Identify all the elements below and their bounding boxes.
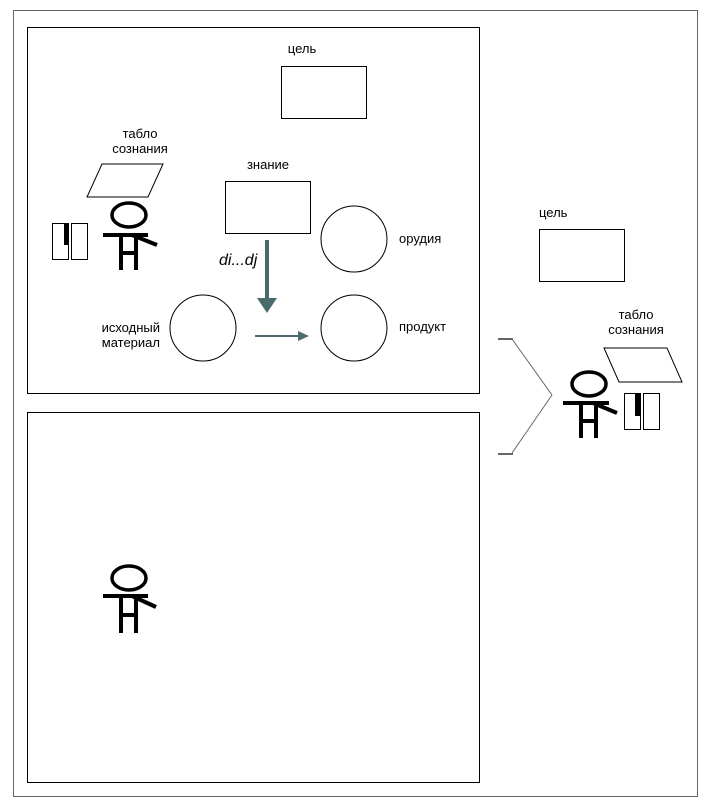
board-label-top	[110, 126, 170, 156]
goal-box-top	[282, 67, 367, 119]
knowledge-label: знание	[246, 157, 290, 172]
goal-label-top: цель	[287, 41, 317, 56]
source-label-line2: материал	[101, 335, 160, 350]
consciousness-board-top	[87, 164, 163, 197]
person-figure-lower	[103, 566, 156, 633]
knowledge-box	[226, 182, 311, 234]
board-label-right	[598, 307, 674, 337]
board-label-right-line2: сознания	[608, 322, 664, 337]
board-label-right-line1: табло	[618, 307, 654, 322]
person-figure-top	[103, 203, 157, 270]
source-material-circle	[170, 295, 236, 361]
tools-label: орудия	[399, 231, 442, 246]
block-indicator-top	[53, 224, 88, 260]
lower-box	[28, 413, 480, 783]
board-label-top-line1: табло	[122, 126, 158, 141]
source-material-label	[78, 320, 160, 350]
transformation-arrow	[255, 331, 309, 341]
product-circle	[321, 295, 387, 361]
goal-label-right: цель	[539, 205, 568, 220]
bracket	[498, 339, 552, 454]
goal-box-right	[540, 230, 625, 282]
knowledge-arrow	[257, 240, 277, 313]
block-indicator-right	[625, 394, 660, 430]
source-label-line1: исходный	[101, 320, 160, 335]
consciousness-board-right	[604, 348, 682, 382]
tools-circle	[321, 206, 387, 272]
person-figure-right	[563, 372, 617, 438]
board-label-top-line2: сознания	[112, 141, 168, 156]
knowledge-index-label: di...dj	[219, 252, 258, 269]
product-label: продукт	[399, 319, 447, 334]
